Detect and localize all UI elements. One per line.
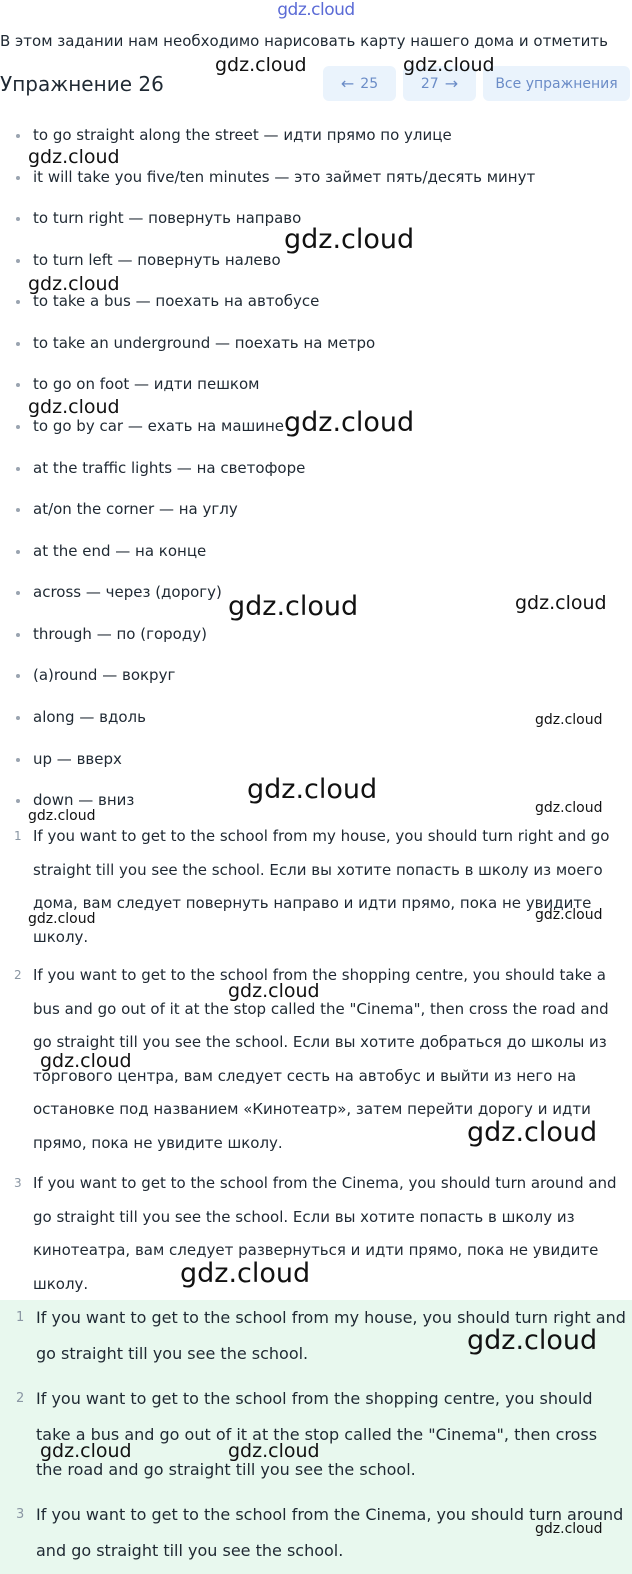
bullet-icon xyxy=(16,425,20,429)
vocab-text: it will take you five/ten minutes — это займет пять/десять минут xyxy=(33,168,536,186)
bullet-icon xyxy=(16,674,20,678)
watermark: gdz.cloud xyxy=(228,1440,320,1462)
answer-number: 3 xyxy=(16,1507,25,1522)
arrow-right-icon: → xyxy=(444,74,459,93)
prev-exercise-button[interactable] xyxy=(323,66,396,101)
watermark: gdz.cloud xyxy=(228,591,359,622)
watermark: gdz.cloud xyxy=(28,146,120,168)
vocab-text: to go straight along the street — идти прямо по улице xyxy=(33,126,452,144)
vocab-text: along — вдоль xyxy=(33,708,146,726)
bullet-icon xyxy=(16,383,20,387)
watermark: gdz.cloud xyxy=(180,1258,311,1289)
bullet-icon xyxy=(16,591,20,595)
watermark: gdz.cloud xyxy=(535,907,603,923)
bullet-icon xyxy=(16,799,20,803)
bullet-icon xyxy=(16,633,20,637)
watermark: gdz.cloud xyxy=(28,911,96,927)
intro-text: В этом задании нам необходимо нарисовать карту нашего дома и отметить xyxy=(0,32,608,50)
answer-number: 2 xyxy=(14,968,22,982)
vocab-text: down — вниз xyxy=(33,791,135,809)
watermark: gdz.cloud xyxy=(467,1325,598,1356)
watermark: gdz.cloud xyxy=(28,273,120,295)
watermark: gdz.cloud xyxy=(515,592,607,614)
answer-number: 1 xyxy=(14,829,22,843)
watermark: gdz.cloud xyxy=(535,1521,603,1537)
vocab-text: (a)round — вокруг xyxy=(33,666,176,684)
watermark: gdz.cloud xyxy=(28,396,120,418)
watermark: gdz.cloud xyxy=(40,1050,132,1072)
watermark: gdz.cloud xyxy=(40,1440,132,1462)
vocab-text: to take an underground — поехать на метро xyxy=(33,334,376,352)
all-exercises-button[interactable] xyxy=(483,66,630,101)
vocab-text: to go on foot — идти пешком xyxy=(33,375,260,393)
watermark: gdz.cloud xyxy=(535,712,603,728)
bullet-icon xyxy=(16,176,20,180)
next-exercise-label: 27 xyxy=(420,75,439,92)
bullet-icon xyxy=(16,259,20,263)
bullet-icon xyxy=(16,550,20,554)
all-exercises-label: Все упражнения xyxy=(495,75,618,92)
watermark: gdz.cloud xyxy=(247,774,378,805)
bullet-icon xyxy=(16,134,20,138)
bullet-icon xyxy=(16,758,20,762)
vocab-text: at the end — на конце xyxy=(33,542,207,560)
prev-exercise-label: 25 xyxy=(360,75,379,92)
arrow-left-icon: ← xyxy=(340,74,355,93)
watermark: gdz.cloud xyxy=(403,54,495,76)
vocab-text: at the traffic lights — на светофоре xyxy=(33,459,306,477)
watermark: gdz.cloud xyxy=(535,800,603,816)
vocab-text: to turn right — повернуть направо xyxy=(33,209,302,227)
watermark: gdz.cloud xyxy=(284,407,415,438)
watermark: gdz.cloud xyxy=(284,224,415,255)
answer-text: If you want to get to the school from the Cinema, you should turn around and go straight till you see the school. xyxy=(36,1505,624,1560)
bullet-icon xyxy=(16,217,20,221)
answer-text: If you want to get to the school from my house, you should turn right and go straight till you see the school. Если вы хотите попасть в школу из моего дома, вам следует повернуть направо и идти прямо, пока не увидите школу. xyxy=(33,827,610,946)
site-watermark: gdz.cloud xyxy=(277,0,355,20)
watermark: gdz.cloud xyxy=(28,808,96,824)
vocab-text: up — вверх xyxy=(33,750,122,768)
watermark: gdz.cloud xyxy=(467,1117,598,1148)
page-title: Упражнение 26 xyxy=(0,72,164,96)
vocab-text: to go by car — ехать на машине xyxy=(33,417,285,435)
vocab-text: at/on the corner — на углу xyxy=(33,500,238,518)
answer-text: If you want to get to the school from the shopping centre, you should take a bus and go out of it at the stop called the "Cinema", then cross the road and go straight till you see the school. xyxy=(36,1389,598,1479)
watermark: gdz.cloud xyxy=(215,54,307,76)
vocab-text: to take a bus — поехать на автобусе xyxy=(33,292,320,310)
vocab-text: across — через (дорогу) xyxy=(33,583,222,601)
answer-number: 3 xyxy=(14,1176,22,1190)
answer-number: 2 xyxy=(16,1391,25,1406)
vocab-text: to turn left — повернуть налево xyxy=(33,251,281,269)
bullet-icon xyxy=(16,716,20,720)
answer-text: If you want to get to the school from the Cinema, you should turn around and go straight till you see the school. Если вы хотите попасть в школу из кинотеатра, вам следует развернуться и идти прямо, пока не увидите школу. xyxy=(33,1174,617,1293)
vocab-text: through — по (городу) xyxy=(33,625,207,643)
bullet-icon xyxy=(16,467,20,471)
bullet-icon xyxy=(16,342,20,346)
bullet-icon xyxy=(16,300,20,304)
watermark: gdz.cloud xyxy=(228,980,320,1002)
answer-number: 1 xyxy=(16,1310,25,1325)
bullet-icon xyxy=(16,508,20,512)
answer-text: If you want to get to the school from my house, you should turn right and go straight till you see the school. xyxy=(36,1308,626,1363)
answer-text: If you want to get to the school from the shopping centre, you should take a bus and go out of it at the stop called the "Cinema", then cross the road and go straight till you see the school. Если вы хотите добраться до школы из торгового центра, вам следует сесть на автобус и выйти из него на остановке под названием «Кинотеатр», затем перейти дорогу и идти прямо, пока не увидите школу. xyxy=(33,966,609,1152)
